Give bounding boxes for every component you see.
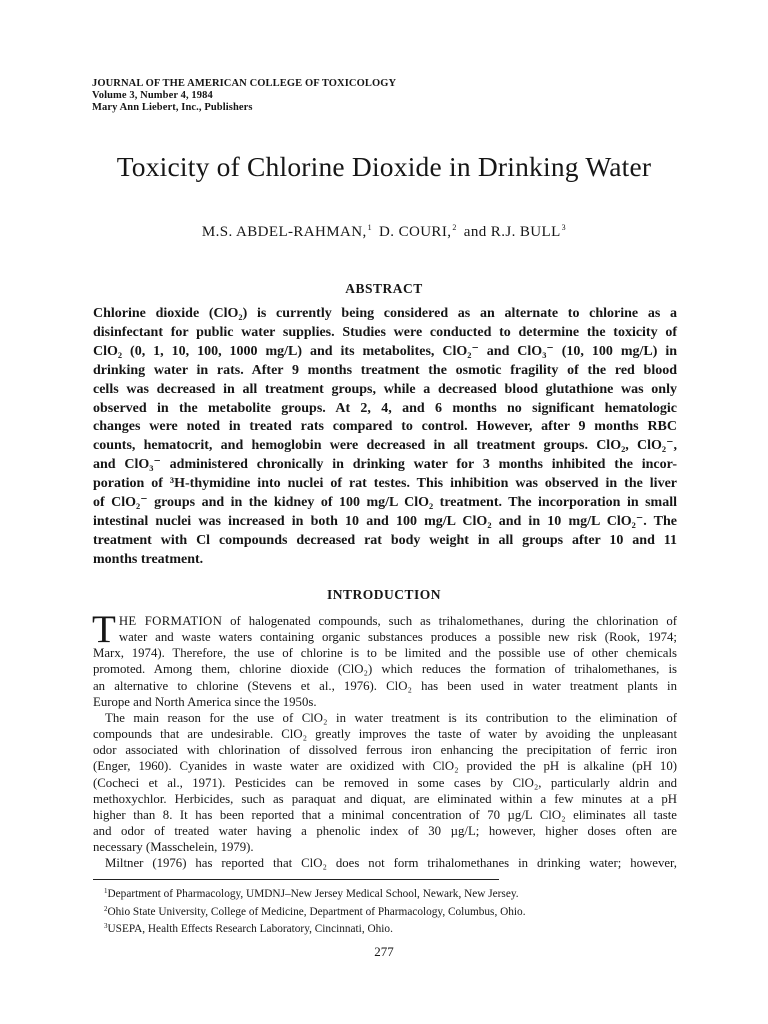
abstract-line: disinfectant for public water supplies. Studies were conducted to determine the toxicity of bbox=[93, 324, 677, 340]
journal-volume: Volume 3, Number 4, 1984 bbox=[92, 90, 213, 101]
intro-line: (Enger, 1960). Cyanides in waste water are oxidized with ClO₂ provided the pH is alkaline (pH 10) bbox=[93, 759, 677, 774]
journal-header bbox=[92, 78, 492, 114]
intro-line: Miltner (1976) has reported that ClO₂ does not form trihalomethanes in drinking water; however, bbox=[105, 856, 677, 871]
abstract-heading: ABSTRACT bbox=[345, 281, 423, 296]
author-2: D. COURI,$^2$ bbox=[379, 223, 457, 240]
abstract-line: observed in the metabolite groups. At 2, 4, and 6 months no significant hematologic bbox=[93, 400, 677, 416]
footnote-2: $^2$Ohio State University, College of Medicine, Department of Pharmacology, Columbus, Ohio. bbox=[104, 904, 526, 918]
abstract-line: of ClO₂⁻ groups and in the kidney of 100 mg/L ClO₂ treatment. The incorporation in small bbox=[93, 495, 677, 511]
footnote-divider bbox=[93, 879, 499, 880]
intro-line: compounds that are undesirable. ClO₂ greatly improves the taste of water by avoiding the unpleasant bbox=[93, 727, 677, 742]
introduction-heading: INTRODUCTION bbox=[326, 587, 441, 602]
abstract-line: drinking water in rats. After 9 months treatment the osmotic fragility of the red blood bbox=[93, 362, 677, 378]
small-caps-lead: HE FORMATION bbox=[118, 614, 223, 628]
abstract-line: ClO₂ (0, 1, 10, 100, 1000 mg/L) and its metabolites, ClO₂⁻ and ClO₃⁻ (10, 100 mg/L) in bbox=[93, 343, 677, 359]
intro-line: promoted. Among them, chlorine dioxide (ClO₂) which reduces the formation of trihalomethanes, is bbox=[93, 662, 677, 677]
footnotes bbox=[104, 884, 664, 937]
intro-line: (Cocheci et al., 1971). Pesticides can be removed in some cases by ClO₂, particularly aldrin and bbox=[93, 775, 677, 790]
author-1-affiliation-mark: 1 bbox=[367, 223, 373, 232]
page-number: 277 bbox=[374, 944, 394, 959]
abstract-line: Chlorine dioxide (ClO₂) is currently being considered as an alternate to chlorine as a bbox=[93, 306, 677, 321]
intro-line: higher than 8. It has been reported that a minimal concentration of 70 µg/L ClO₂ eliminates all taste bbox=[93, 807, 677, 822]
intro-first-line: HE FORMATION of halogenated compounds, such as trihalomethanes, during the chlorination of bbox=[118, 614, 678, 628]
journal-name: JOURNAL OF THE AMERICAN COLLEGE OF TOXICOLOGY bbox=[92, 78, 397, 89]
abstract-line: cells was decreased in all treatment groups, while a decreased blood glutathione was only bbox=[93, 381, 677, 397]
intro-line: Marx, 1974). Therefore, the use of chlorine is to be limited and the possible use of other chemicals bbox=[93, 646, 677, 661]
intro-line: methoxychlor. Herbicides, such as paraquat and diquat, are eliminated within a few minutes at a pH bbox=[93, 791, 677, 806]
abstract-line: and ClO₃⁻ administered chronically in drinking water for 3 months inhibited the incor- bbox=[93, 457, 677, 473]
abstract-line: treatment with Cl compounds decreased rat body weight in all groups after 10 and 11 bbox=[93, 532, 677, 548]
intro-line: Europe and North America since the 1950s. bbox=[93, 694, 317, 709]
abstract-line: intestinal nuclei was increased in both 10 and 100 mg/L ClO₂ and in 10 mg/L ClO₂⁻. The bbox=[93, 513, 677, 529]
intro-line: and odor of treated water having a phenolic index of 30 µg/L; however, higher doses often are bbox=[93, 824, 677, 839]
intro-line: water and waste waters containing organic substances produces a possible new risk (Rook, 1974; bbox=[118, 630, 677, 645]
abstract-line: months treatment. bbox=[93, 551, 204, 567]
footnote-1: $^1$Department of Pharmacology, UMDNJ–New Jersey Medical School, Newark, New Jersey. bbox=[104, 887, 519, 900]
intro-line: The main reason for the use of ClO₂ in water treatment is its contribution to the elimination of bbox=[105, 710, 677, 725]
article-title: Toxicity of Chlorine Dioxide in Drinking Water bbox=[116, 151, 652, 182]
author-3: and R.J. BULL$^3$ bbox=[463, 223, 567, 240]
intro-line: necessary (Masschelein, 1979). bbox=[93, 840, 254, 855]
author-1: M.S. ABDEL-RAHMAN,$^1$ bbox=[201, 223, 373, 240]
journal-publisher: Mary Ann Liebert, Inc., Publishers bbox=[92, 102, 253, 113]
introduction-text bbox=[92, 608, 678, 872]
abstract-line: poration of ³H-thymidine into nuclei of rat testes. This inhibition was observed in the liver bbox=[93, 476, 677, 492]
intro-line: odor associated with chlorination of dissolved ferrous iron enhancing the precipitation of ferric iron bbox=[93, 743, 677, 758]
footnote-3: $^3$USEPA, Health Effects Research Laboratory, Cincinnati, Ohio. bbox=[104, 922, 393, 935]
author-2-affiliation-mark: 2 bbox=[452, 223, 457, 232]
abstract-line: changes were noted in treated rats compared to control. However, after 9 months RBC bbox=[93, 419, 677, 435]
abstract-line: counts, hematocrit, and hemoglobin were decreased in all treatment groups. ClO₂, ClO₂⁻, bbox=[93, 438, 677, 454]
abstract-text bbox=[93, 305, 677, 570]
author-list bbox=[0, 218, 768, 242]
drop-cap: T bbox=[92, 608, 116, 651]
author-3-affiliation-mark: 3 bbox=[561, 223, 567, 232]
intro-line: an alternative to chlorine (Stevens et al., 1976). ClO₂ has been used in water treatment plants in bbox=[93, 678, 677, 693]
